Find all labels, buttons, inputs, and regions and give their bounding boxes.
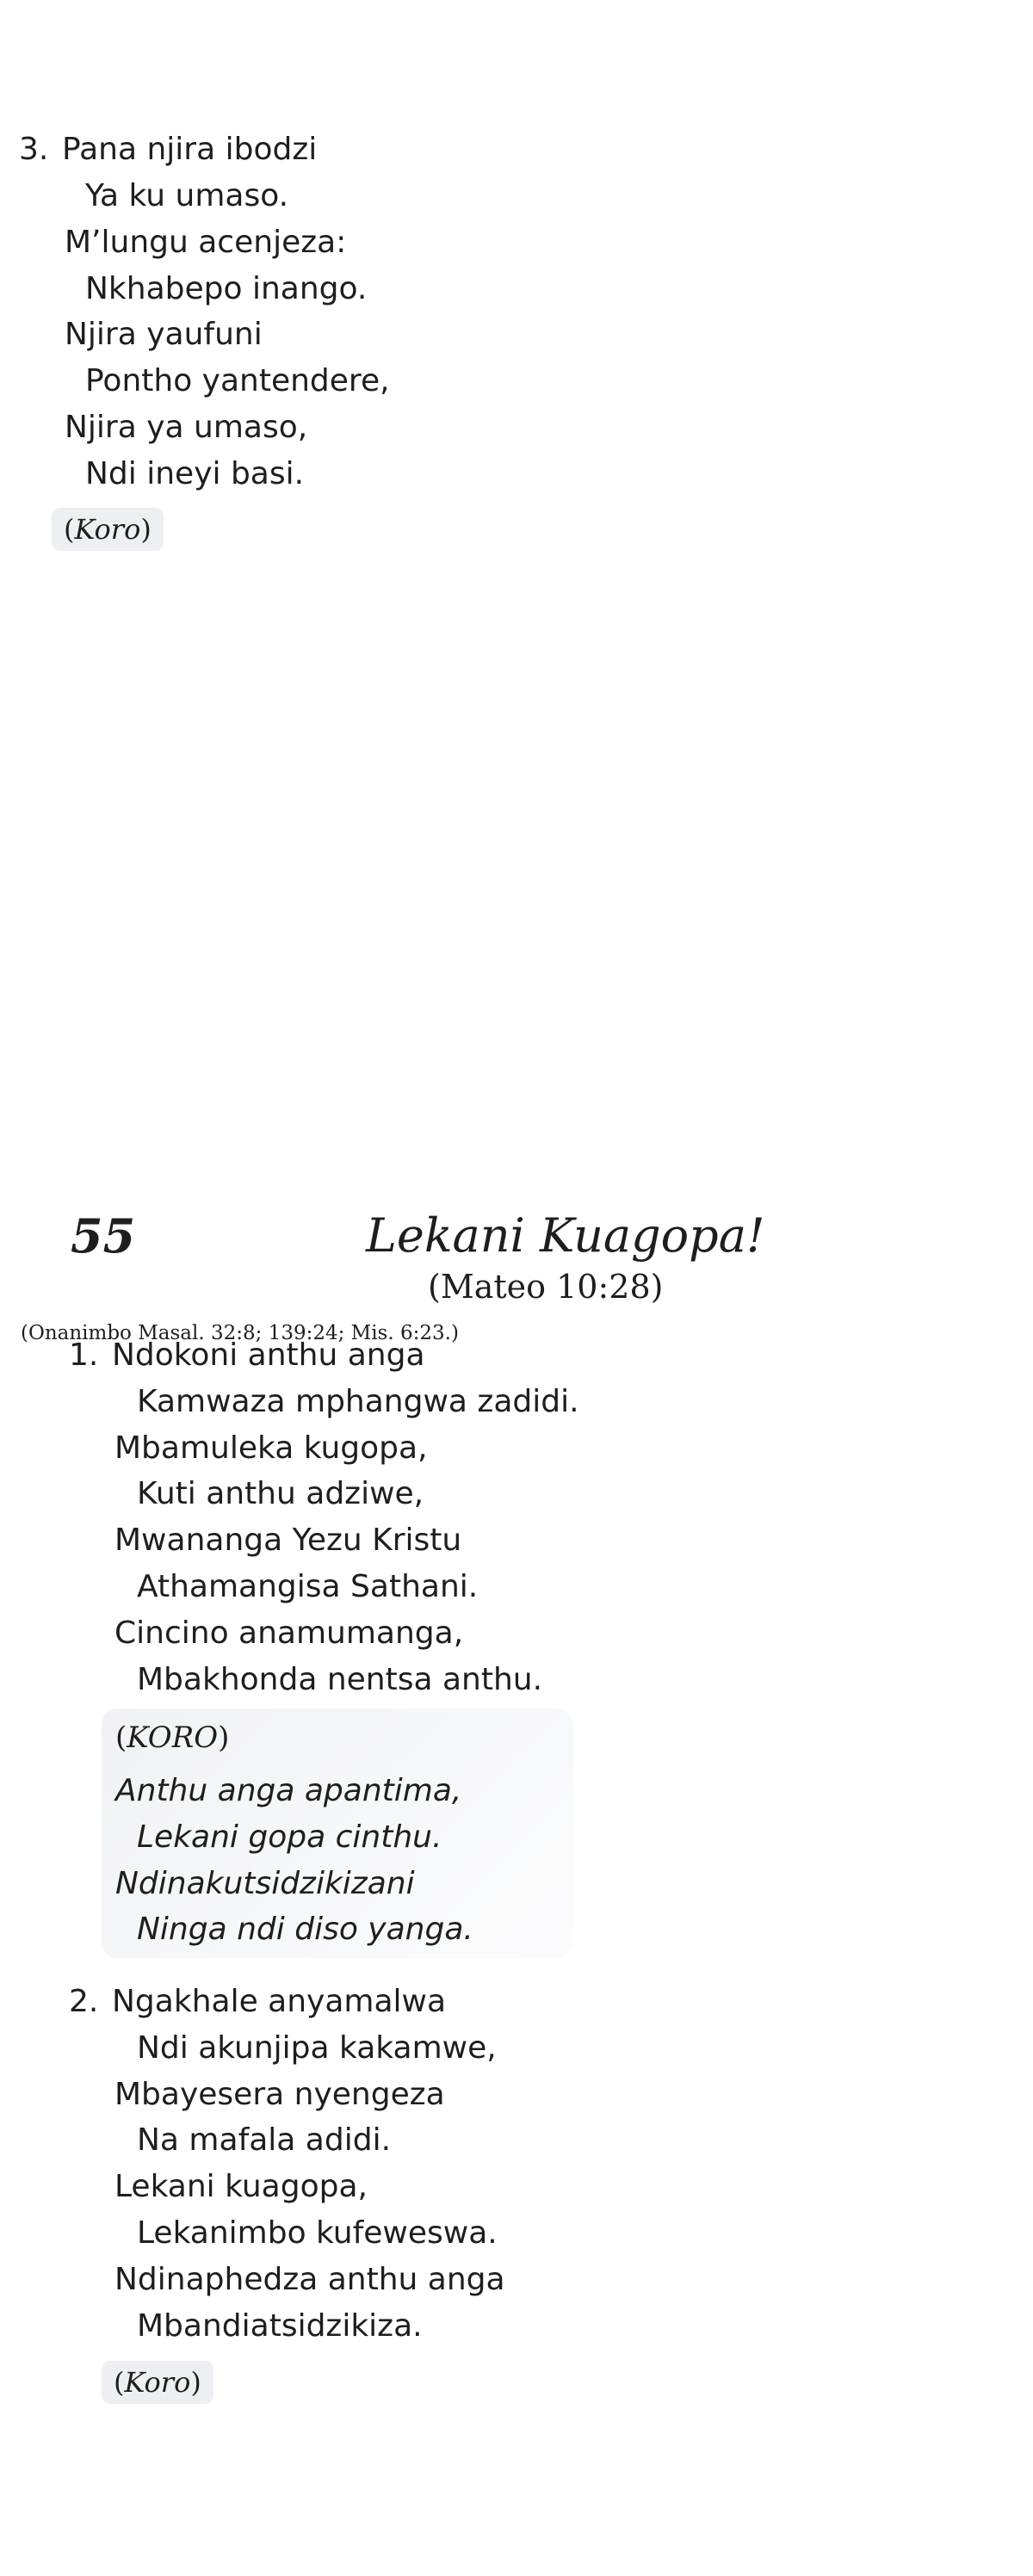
verse-line: Ndokoni anthu anga [112,1337,425,1373]
verse-line: Mbandiatsidzikiza. [137,2308,423,2344]
song-cross-reference: (Onanimbo Masal. 32:8; 139:24; Mis. 6:23.) [21,1322,459,1344]
verse-line: Lekanimbo kufeweswa. [137,2215,498,2251]
chorus-heading: (KORO) [115,1720,230,1755]
verse-line: Ngakhale anyamalwa [112,1984,447,2019]
verse-line: Ndinaphedza anthu anga [114,2262,505,2297]
verse-line: Mbayesera nyengeza [114,2077,445,2112]
verse-line: Njira ya umaso, [65,410,308,445]
verse-line: Ya ku umaso. [85,178,289,213]
verse-line: Kuti anthu adziwe, [137,1476,424,1511]
chorus-line: Ndinakutsidzikizani [115,1866,415,1901]
verse-number: 1. [69,1337,99,1373]
verse-line: Pontho yantendere, [85,363,390,398]
verse-line: Athamangisa Sathani. [137,1569,479,1604]
verse-line: Mwananga Yezu Kristu [114,1523,462,1558]
verse-line: Ndi akunjipa kakamwe, [137,2030,497,2066]
chorus-reference-tag: (Koro) [52,508,164,551]
chorus-reference-tag: (Koro) [102,2361,213,2404]
verse-line: Kamwaza mphangwa zadidi. [137,1384,579,1419]
chorus-line: Lekani gopa cinthu. [137,1819,442,1855]
verse-line: Na mafala adidi. [137,2122,392,2158]
song-scripture-reference: (Mateo 10:28) [428,1268,664,1306]
chorus-line: Ninga ndi diso yanga. [137,1912,473,1947]
chorus-line: Anthu anga apantima, [115,1773,462,1808]
verse-line: M’lungu acenjeza: [65,225,347,260]
verse-line: Mbamuleka kugopa, [114,1430,428,1466]
verse-line: Pana njira ibodzi [62,132,318,167]
song-number: 55 [71,1208,136,1263]
verse-number: 2. [69,1984,99,2019]
verse-line: Mbakhonda nentsa anthu. [137,1662,543,1697]
verse-line: Lekani kuagopa, [114,2169,368,2204]
verse-line: Cincino anamumanga, [114,1615,464,1651]
verse-line: Njira yaufuni [65,317,263,352]
verse-line: Nkhabepo inango. [85,271,368,306]
verse-line: Ndi ineyi basi. [85,456,305,491]
verse-number: 3. [19,132,49,167]
song-title: Lekani Kuagopa! [366,1208,765,1263]
